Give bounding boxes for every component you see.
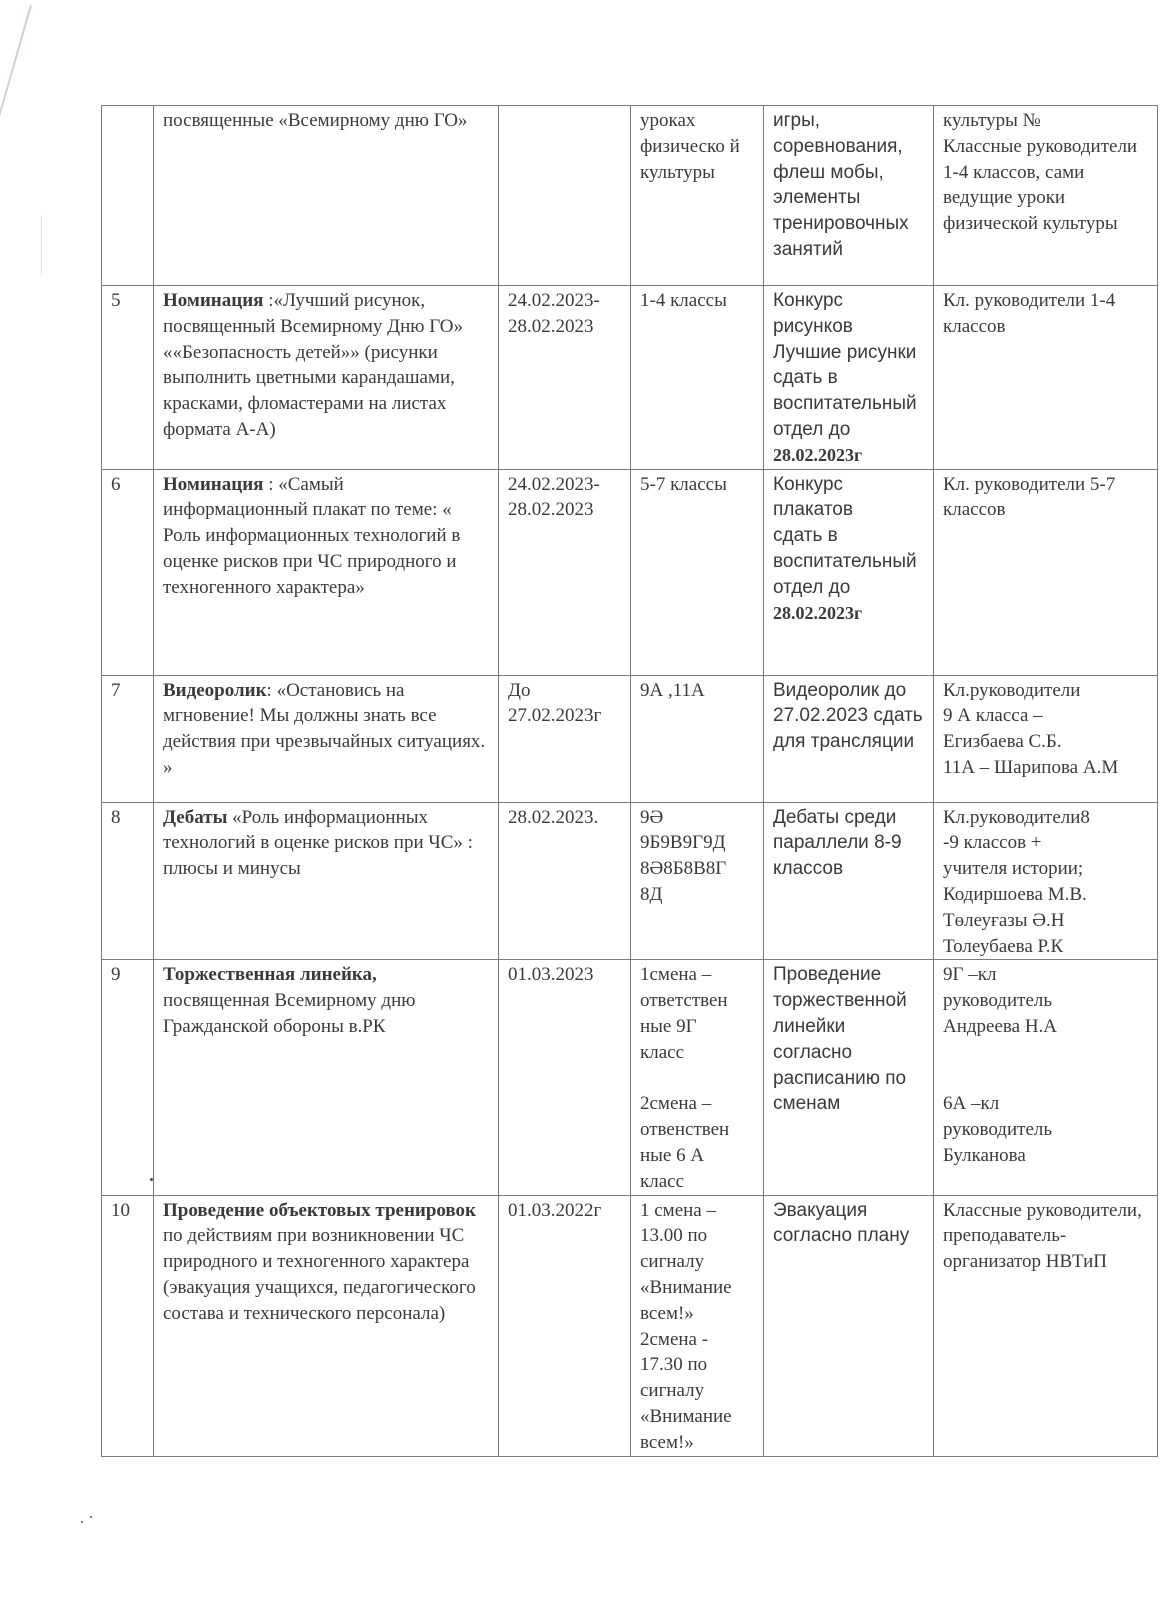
table-row [102,675,1158,802]
form-text: Проведение торжественной линейки согласно расписанию по сменам [773,964,907,1115]
scan-speck [90,1516,92,1518]
date-cell: 24.02.2023- 28.02.2023 [499,286,631,470]
classes-cell: 9А ,11А [631,675,764,802]
form-deadline: 28.02.2023г [773,444,863,465]
event-plan-table [101,105,1158,1457]
table-row [102,1195,1158,1456]
scan-artifact-streak [0,5,32,212]
table-row [102,286,1158,470]
responsible-cell: Кл. руководители 5-7 классов [934,469,1158,675]
event-description: : «Остановись на мгновение! Мы должны знать все действия при чрезвычайных ситуациях. » [163,679,486,778]
form-cell [764,675,934,802]
event-title-bold: Дебаты [163,806,228,828]
classes-cell: 1смена – ответствен ные 9Г класс 2смена – отвенствен ные 6 А класс [631,960,764,1195]
date-cell: 01.03.2023 [499,960,631,1195]
event-description: : «Самый информационный плакат по теме: « Роль информационных технологий в оценке рисков при ЧС природного и техногенного характера» [163,473,461,598]
event-description: :«Лучший рисунок, посвященный Всемирному Дню ГО» ««Безопасность детей»» (рисунки выполнить цветными карандашами, красками, фломастерами на листах формата А-А) [163,290,463,440]
event-title-bold: Видеоролик [163,679,267,701]
event-cell [154,106,499,286]
form-cell [764,286,934,470]
classes-cell: 5-7 классы [631,469,764,675]
form-cell [764,802,934,960]
form-text: Эвакуация согласно плану [773,1199,910,1247]
table-row [102,960,1158,1195]
date-cell: 24.02.2023- 28.02.2023 [499,469,631,675]
event-description: посвященные «Всемирному дню ГО» [163,110,468,131]
row-number: 9 [102,960,154,1195]
responsible-cell: Кл.руководители 9 А класса – Егизбаева С.Б. 11А – Шарипова А.М [934,675,1158,802]
form-deadline: 28.02.2023г [773,602,863,623]
form-text: Видеоролик до 27.02.2023 сдать для трансляции [773,679,923,753]
responsible-cell: Классные руководители, преподаватель-организатор НВТиП [934,1195,1158,1456]
event-description: «Роль информационных технологий в оценке рисков при ЧС» : плюсы и минусы [163,806,473,880]
classes-cell: 1 смена – 13.00 по сигналу «Внимание всем!» 2смена - 17.30 по сигналу «Внимание всем!» [631,1195,764,1456]
form-cell [764,960,934,1195]
form-text: Конкурс плакатов сдать в воспитательный отдел до [773,473,917,598]
form-text: игры, соревнования, флеш мобы, элементы тренировочных занятий [773,110,909,260]
form-text: Конкурс рисунков Лучшие рисунки сдать в воспитательный отдел до [773,290,917,440]
classes-cell: 9Ә 9Б9В9Г9Д 8Ә8Б8В8Г 8Д [631,802,764,960]
scan-artifact-streak [41,215,42,275]
event-title-bold: Номинация [163,290,264,311]
classes-cell: 1-4 классы [631,286,764,470]
form-cell [764,1195,934,1456]
table-row [102,802,1158,960]
responsible-cell: Кл.руководители8 -9 классов + учителя истории; Кодиршоева М.В. Төлеуғазы Ә.Н Толеубаева Р.К [934,802,1158,960]
event-description: посвященная Всемирному дню Гражданской обороны в.РК [163,990,416,1037]
event-title-bold: Номинация [163,473,264,495]
event-title-bold: Торжественная линейка, [163,964,377,986]
event-cell [154,675,499,802]
responsible-cell: 9Г –кл руководитель Андреева Н.А 6А –кл руководитель Булканова [934,960,1158,1195]
date-cell: 28.02.2023. [499,802,631,960]
row-number: 8 [102,802,154,960]
event-cell [154,286,499,470]
row-number: 7 [102,675,154,802]
form-cell [764,469,934,675]
responsible-cell: культуры № Классные руководители 1-4 классов, сами ведущие уроки физической культуры [934,106,1158,286]
table-row [102,469,1158,675]
date-cell [499,106,631,286]
row-number: 5 [102,286,154,470]
classes-cell: уроках физическо й культуры [631,106,764,286]
event-title-bold: Проведение объектовых тренировок [163,1199,477,1221]
table-row [102,106,1158,286]
event-cell [154,469,499,675]
form-cell [764,106,934,286]
row-number: 10 [102,1195,154,1456]
date-cell: До 27.02.2023г [499,675,631,802]
event-cell [154,960,499,1195]
event-description: по действиям при возникновении ЧС природного и техногенного характера (эвакуация учащихся, педагогического состава и технического персонала) [163,1225,476,1324]
event-cell [154,802,499,960]
row-number: 6 [102,469,154,675]
scan-speck [81,1521,83,1523]
event-cell [154,1195,499,1456]
row-number [102,106,154,286]
responsible-cell: Кл. руководители 1-4 классов [934,286,1158,470]
date-cell: 01.03.2022г [499,1195,631,1456]
form-text: Дебаты среди параллели 8-9 классов [773,806,902,880]
